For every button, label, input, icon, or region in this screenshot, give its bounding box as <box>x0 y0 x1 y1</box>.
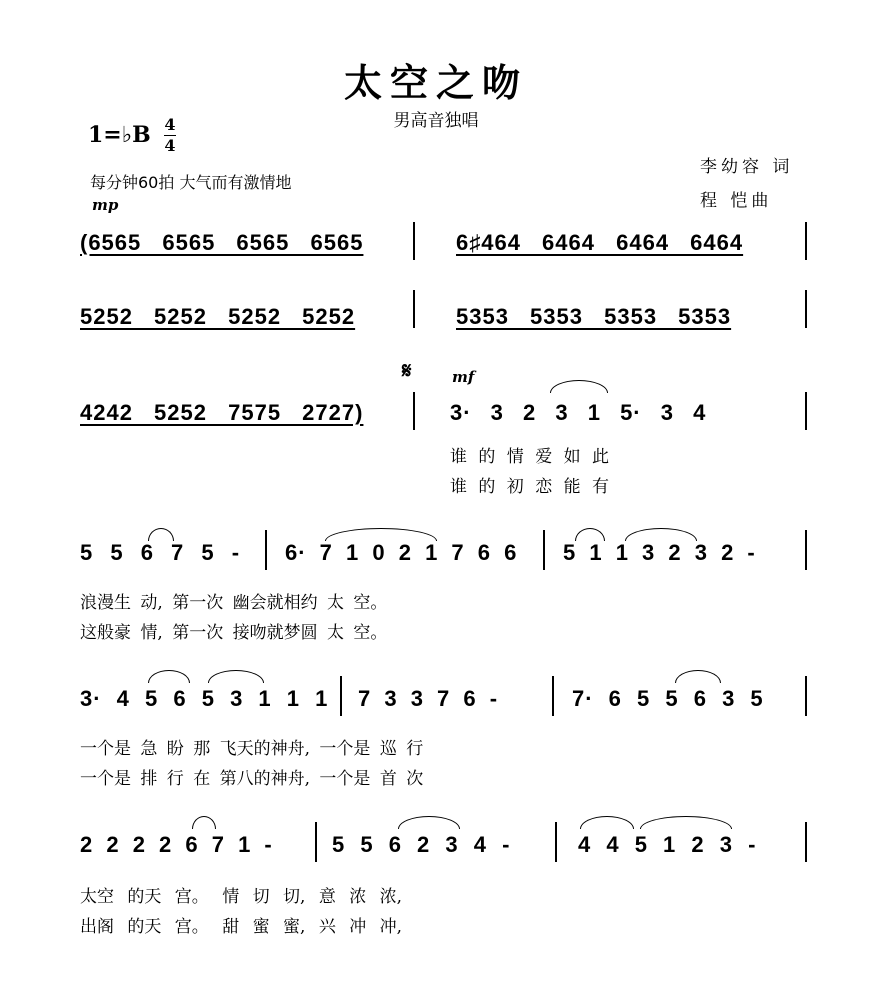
lyric-verse-1: 太空 的天 宫。 情 切 切, 意 浓 浓, <box>80 887 403 907</box>
lyric-verse-1: 浪漫生 动, 第一次 幽会就相约 太 空。 <box>80 593 388 613</box>
measure-group-2: 5353 5353 5353 5353 <box>456 304 732 329</box>
slur <box>550 380 608 393</box>
barline <box>543 530 545 570</box>
measure-group-1: 3· 4 5 6 5 3 1 1 1 <box>80 686 329 711</box>
slur <box>208 670 264 683</box>
lyric-verse-2: 谁 的 初 恋 能 有 <box>450 477 610 497</box>
time-signature <box>164 116 176 155</box>
slur <box>148 670 190 683</box>
barline <box>805 822 807 862</box>
time-signature-bottom: 4 <box>164 136 176 155</box>
barline <box>315 822 317 862</box>
barline <box>805 222 807 260</box>
song-subtitle: 男高音独唱 <box>393 111 479 131</box>
barline <box>340 676 342 716</box>
measure-group-2: 6♯464 6464 6464 6464 <box>456 230 744 255</box>
measure-group-3: 4 4 5 1 2 3 - <box>578 832 757 857</box>
segno-icon: 𝄋 <box>402 358 412 384</box>
barline <box>413 290 415 328</box>
measure-group-3: 7· 6 5 5 6 3 5 <box>572 686 764 711</box>
measure-group-3: 5 1 1 3 2 3 2 - <box>563 540 756 565</box>
time-signature-top: 4 <box>164 115 176 134</box>
song-title: 太空之吻 <box>343 60 528 105</box>
slur <box>640 816 732 829</box>
measure-group-1: 4242 5252 7575 2727) <box>80 400 364 425</box>
barline <box>413 222 415 260</box>
tempo-marking: 每分钟60拍 大气而有激情地 <box>90 173 292 192</box>
barline <box>805 290 807 328</box>
slur <box>580 816 634 829</box>
barline <box>413 392 415 430</box>
lyric-verse-1: 一个是 急 盼 那 飞天的神舟, 一个是 巡 行 <box>80 739 424 759</box>
measure-group-1: (6565 6565 6565 6565 <box>80 230 364 255</box>
measure-group-2: 6· 7 1 0 2 1 7 6 6 <box>285 540 518 565</box>
slur <box>675 670 721 683</box>
dynamic-mp: mp <box>92 196 119 214</box>
lyric-verse-1: 谁 的 情 爱 如 此 <box>450 447 610 467</box>
barline <box>805 392 807 430</box>
lyric-verse-2: 一个是 排 行 在 第八的神舟, 一个是 首 次 <box>80 769 424 789</box>
barline <box>265 530 267 570</box>
slur <box>192 816 216 829</box>
measure-group-2: 3· 3 2 3 1 5· 3 4 <box>450 400 707 425</box>
measure-group-1: 2 2 2 2 6 7 1 - <box>80 832 273 857</box>
composer: 程 恺曲 <box>700 191 773 211</box>
lyricist: 李幼容 词 <box>700 157 794 177</box>
lyric-verse-2: 这般豪 情, 第一次 接吻就梦圆 太 空。 <box>80 623 388 643</box>
measure-group-2: 7 3 3 7 6 - <box>358 686 499 711</box>
measure-group-1: 5252 5252 5252 5252 <box>80 304 356 329</box>
barline <box>805 530 807 570</box>
credits <box>700 150 793 218</box>
barline <box>805 676 807 716</box>
barline <box>555 822 557 862</box>
measure-group-1: 5 5 6 7 5 - <box>80 540 241 565</box>
slur <box>398 816 460 829</box>
measure-group-2: 5 5 6 2 3 4 - <box>332 832 511 857</box>
dynamic-mf: mf <box>452 368 475 386</box>
lyric-verse-2: 出阁 的天 宫。 甜 蜜 蜜, 兴 冲 冲, <box>80 917 403 937</box>
barline <box>552 676 554 716</box>
key-signature: 1=♭B <box>88 122 151 148</box>
